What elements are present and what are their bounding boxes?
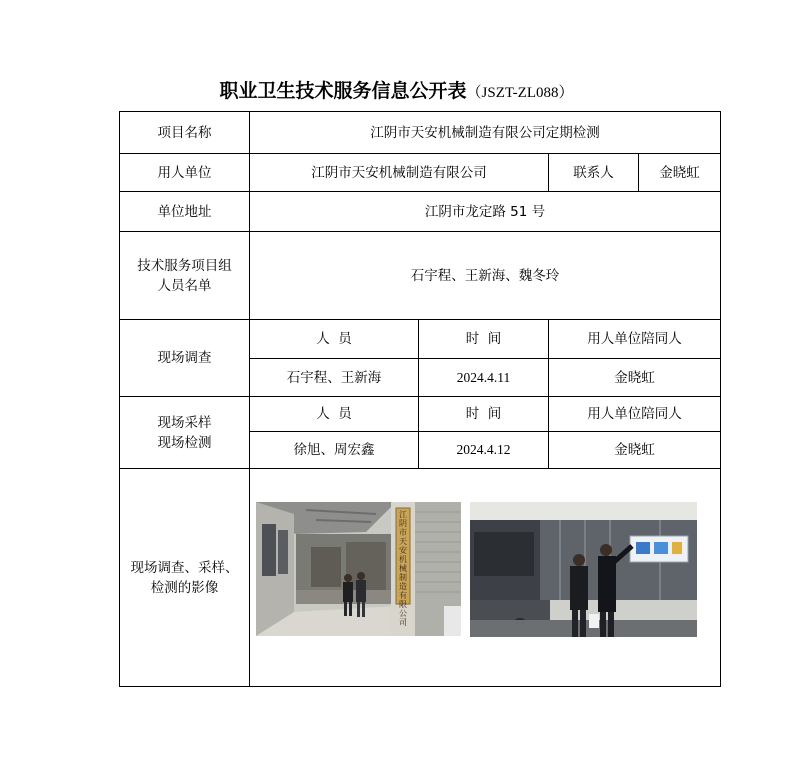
survey-time: 2024.4.11 bbox=[419, 359, 549, 397]
site-photo-workshop bbox=[470, 502, 697, 637]
team-label-line2: 人员名单 bbox=[157, 277, 212, 294]
team-label-line1: 技术服务项目组 bbox=[137, 257, 232, 274]
survey-escort: 金晓虹 bbox=[549, 359, 721, 397]
employer-label: 用人单位 bbox=[120, 154, 250, 192]
survey-personnel: 石宇程、王新海 bbox=[250, 359, 419, 397]
team-value: 石宇程、王新海、魏冬玲 bbox=[250, 232, 721, 320]
address-label: 单位地址 bbox=[120, 192, 250, 232]
page-title bbox=[0, 76, 793, 103]
images-label-line1: 现场调查、采样、 bbox=[130, 559, 239, 576]
sampling-personnel: 徐旭、周宏鑫 bbox=[250, 432, 419, 469]
survey-col-time: 时 间 bbox=[419, 320, 549, 359]
title-text: 职业卫生技术服务信息公开表 bbox=[219, 80, 467, 102]
employer-value: 江阴市天安机械制造有限公司 bbox=[250, 154, 549, 192]
survey-col-escort: 用人单位陪同人 bbox=[549, 320, 721, 359]
site-photo-entrance bbox=[256, 502, 461, 636]
entrance-sign: 江阴市天安机械制造有限公司 bbox=[399, 510, 407, 627]
images-label bbox=[120, 469, 250, 687]
team-label bbox=[120, 232, 250, 320]
survey-col-personnel: 人 员 bbox=[250, 320, 419, 359]
sampling-col-time: 时 间 bbox=[419, 397, 549, 432]
sampling-col-personnel: 人 员 bbox=[250, 397, 419, 432]
project-name-value: 江阴市天安机械制造有限公司定期检测 bbox=[250, 112, 721, 154]
sampling-label bbox=[120, 397, 250, 469]
sampling-escort: 金晓虹 bbox=[549, 432, 721, 469]
project-name-label: 项目名称 bbox=[120, 112, 250, 154]
sampling-time: 2024.4.12 bbox=[419, 432, 549, 469]
contact-value: 金晓虹 bbox=[639, 154, 721, 192]
sampling-label-line1: 现场采样 bbox=[157, 414, 212, 431]
contact-label: 联系人 bbox=[549, 154, 639, 192]
form-code: （JSZT-ZL088） bbox=[466, 85, 574, 101]
address-value: 江阴市龙定路 51 号 bbox=[250, 192, 721, 232]
images-label-line2: 检测的影像 bbox=[150, 579, 219, 596]
sampling-col-escort: 用人单位陪同人 bbox=[549, 397, 721, 432]
survey-label: 现场调查 bbox=[120, 320, 250, 397]
sampling-label-line2: 现场检测 bbox=[157, 434, 212, 451]
